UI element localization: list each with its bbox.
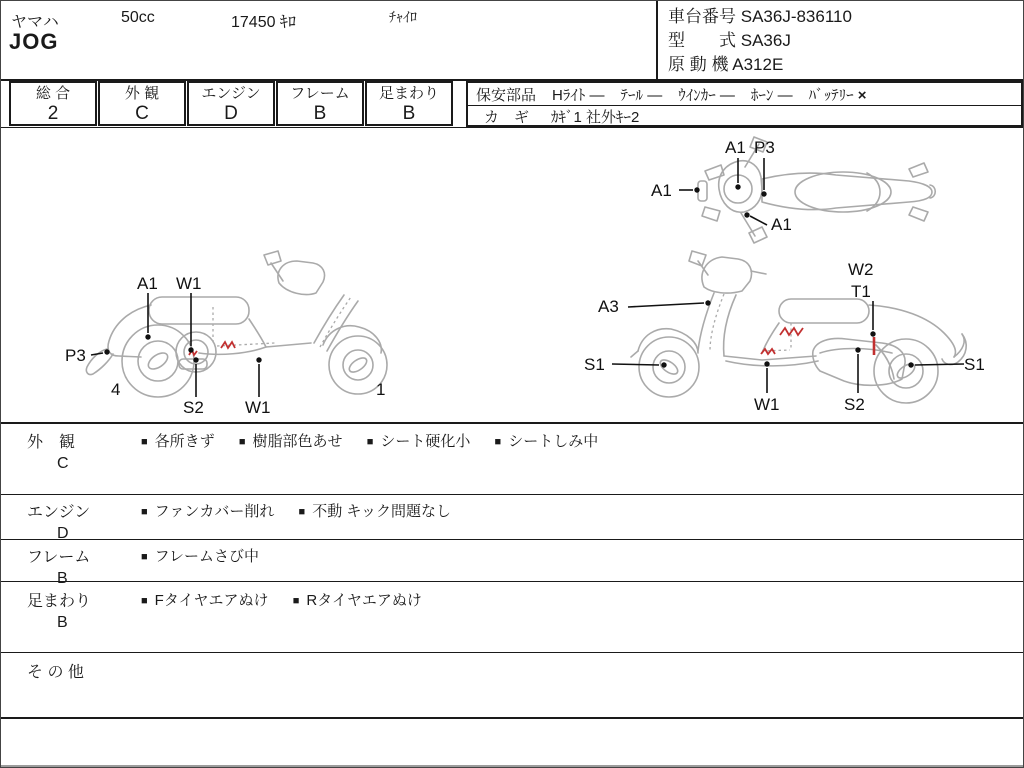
grade-exterior-label: 外 観 <box>124 85 160 102</box>
bullet-icon: ■ <box>141 506 148 518</box>
grade-frame-label: フレーム <box>290 85 350 102</box>
damage-label: W1 <box>245 398 271 417</box>
diagram-area-top-line <box>1 127 1024 128</box>
grade-exterior-value: C <box>135 103 149 124</box>
damage-label: S1 <box>964 355 985 374</box>
bullet-icon: ■ <box>141 551 148 563</box>
taillight-status: ﾃｰﾙ — <box>620 86 663 104</box>
grade-overall-value: 2 <box>47 103 59 124</box>
engine-value: A312E <box>732 55 784 74</box>
bullet-icon: ■ <box>238 436 246 448</box>
damage-label: W1 <box>754 395 780 414</box>
condition-items: ■ ファンカバー削れ ■ 不動 キック問題なし <box>141 503 452 520</box>
model-name: JOG <box>9 29 59 54</box>
grade-undercarriage-value: B <box>402 103 416 124</box>
chassis-number-line <box>668 5 1023 29</box>
bullet-icon: ■ <box>141 436 148 448</box>
condition-label: 外 観 C <box>27 429 75 476</box>
safety-parts-row <box>468 83 1021 106</box>
condition-grade: B <box>57 570 68 587</box>
condition-items: ■ Fタイヤエアぬけ ■ Rタイヤエアぬけ <box>141 592 422 609</box>
damage-label: S1 <box>584 355 605 374</box>
damage-label: A1 <box>725 138 746 157</box>
condition-grade: B <box>57 614 68 631</box>
top-view-callouts <box>679 158 767 225</box>
safety-parts-label: 保安部品 <box>476 86 537 104</box>
winker-status: ｳｲﾝｶｰ — <box>678 86 735 104</box>
damage-label: 1 <box>376 380 386 399</box>
grade-frame-value: B <box>313 103 327 124</box>
grade-undercarriage <box>365 81 453 126</box>
left-view-damage-marks <box>189 342 235 355</box>
damage-label: S2 <box>183 398 204 417</box>
damage-label: 4 <box>111 380 121 399</box>
bullet-icon: ■ <box>494 436 502 448</box>
type-line <box>668 29 1023 53</box>
grade-engine <box>187 81 275 126</box>
row-divider <box>1 494 1024 495</box>
bullet-icon: ■ <box>366 436 374 448</box>
vehicle-id-box <box>656 1 1023 79</box>
damage-label: S2 <box>844 395 865 414</box>
grade-engine-label: エンジン <box>201 85 261 102</box>
row-divider <box>1 539 1024 540</box>
condition-label: 足まわり B <box>27 588 91 635</box>
row-divider <box>1 581 1024 582</box>
damage-label: W1 <box>176 274 202 293</box>
condition-grade: D <box>57 525 69 542</box>
horn-status: ﾎｰﾝ — <box>750 86 793 104</box>
grade-undercarriage-label: 足まわり <box>378 85 439 102</box>
bullet-icon: ■ <box>298 506 306 518</box>
damage-label: W2 <box>848 260 874 279</box>
grade-overall <box>9 81 97 126</box>
key-row <box>468 106 1021 127</box>
row-divider <box>1 652 1024 653</box>
condition-items: ■ フレームさび中 <box>141 548 260 565</box>
damage-label: A1 <box>651 181 672 200</box>
damage-label: P3 <box>754 138 775 157</box>
left-view-seam-lines <box>213 297 351 347</box>
damage-label: A1 <box>771 215 792 234</box>
scooter-left-view-diagram <box>61 249 431 421</box>
damage-label: A3 <box>598 297 619 316</box>
battery-status: ﾊﾞｯﾃﾘｰ × <box>808 86 867 104</box>
row-divider <box>1 717 1024 719</box>
right-view-callouts <box>612 300 964 393</box>
chassis-label: 車台番号 <box>668 7 736 26</box>
condition-label: フレーム B <box>27 544 90 591</box>
headlight-status: Hﾗｲﾄ — <box>552 86 605 104</box>
scooter-left-view-sketch <box>86 251 387 397</box>
type-value: SA36J <box>740 31 791 50</box>
damage-label: A1 <box>137 274 158 293</box>
condition-grade: C <box>57 455 69 472</box>
damage-label: P3 <box>65 346 86 365</box>
bullet-icon: ■ <box>292 595 300 607</box>
damage-label: T1 <box>851 282 871 301</box>
key-value: ｶｷﾞ1 社外ｷｰ2 <box>551 109 640 126</box>
displacement: 50cc <box>121 9 155 26</box>
bullet-icon: ■ <box>141 595 148 607</box>
grade-overall-label: 総 合 <box>35 85 71 102</box>
condition-label: そ の 他 <box>27 664 84 681</box>
body-color: ﾁｬｲﾛ <box>389 9 417 25</box>
scooter-top-view-diagram <box>621 131 961 251</box>
chassis-value: SA36J-836110 <box>740 7 852 26</box>
condition-label: エンジン D <box>27 499 90 546</box>
engine-code-line <box>668 53 1023 77</box>
engine-label: 原 動 機 <box>668 55 729 74</box>
type-label: 型 式 <box>668 31 736 50</box>
mileage: 17450 ｷﾛ <box>231 14 296 31</box>
scooter-right-view-diagram <box>576 249 996 421</box>
condition-items: ■ 各所きず ■ 樹脂部色あせ ■ シート硬化小 ■ シートしみ中 <box>141 433 599 450</box>
scooter-right-view-sketch <box>631 251 966 403</box>
grade-engine-value: D <box>224 103 238 124</box>
maker-name: ヤマハ <box>11 14 59 31</box>
grade-frame <box>276 81 364 126</box>
safety-parts-box <box>466 81 1023 127</box>
grade-exterior <box>98 81 186 126</box>
key-label: カ ギ <box>484 109 530 126</box>
section-divider <box>1 422 1024 424</box>
